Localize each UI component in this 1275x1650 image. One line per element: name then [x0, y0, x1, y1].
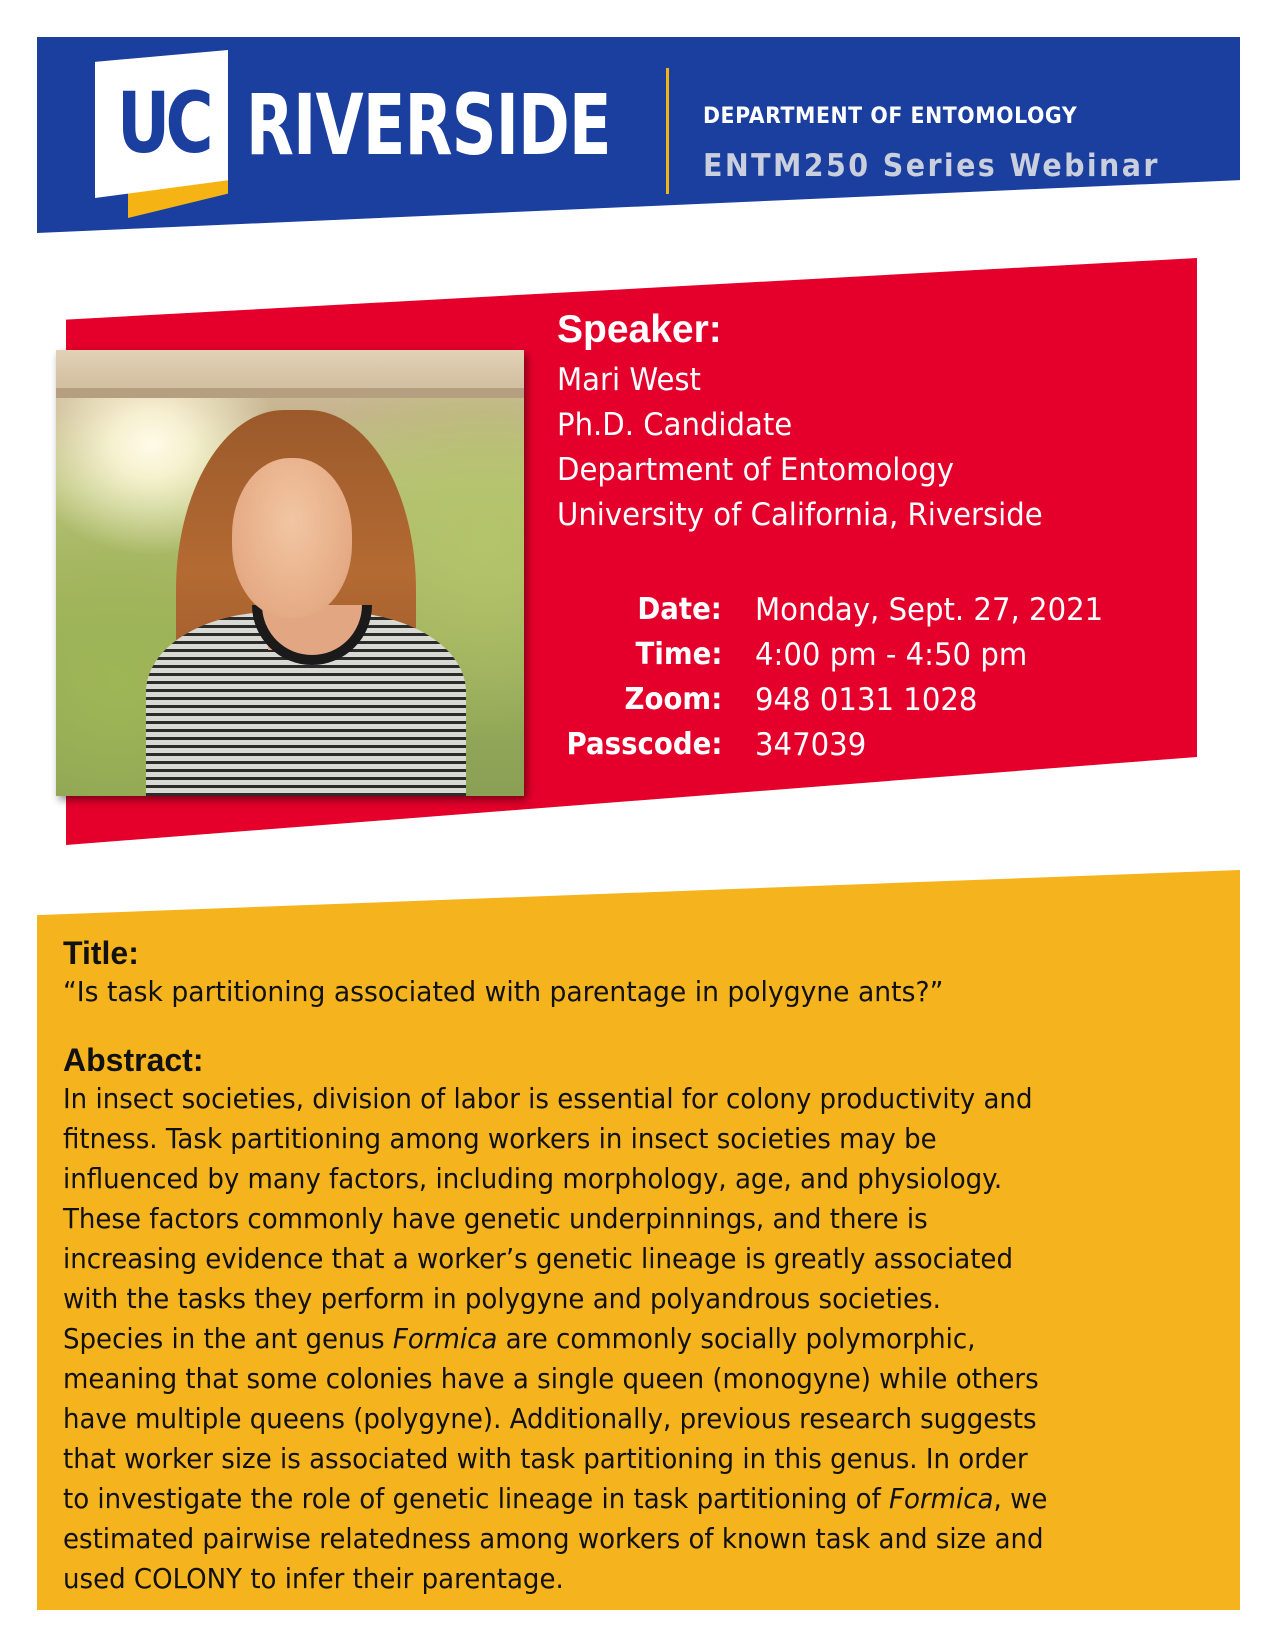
abstract-line: These factors commonly have genetic underpinnings, and there is: [63, 1202, 928, 1235]
abstract-line: [63, 1319, 1179, 1359]
talk-title: “Is task partitioning associated with parentage in polygyne ants?”: [63, 975, 944, 1008]
time-value: 4:00 pm - 4:50 pm: [755, 637, 1028, 673]
logo-riverside-text: RIVERSIDE: [246, 76, 611, 174]
abstract-line: estimated pairwise relatedness among workers of known task and size and: [63, 1522, 1044, 1555]
abstract-text: , we: [993, 1482, 1048, 1515]
series-title: ENTM250 Series Webinar: [703, 148, 1160, 184]
abstract-line: fitness. Task partitioning among workers in insect societies may be: [63, 1122, 937, 1155]
date-row: [540, 592, 1180, 636]
abstract-text: are commonly socially polymorphic,: [497, 1322, 976, 1355]
genus-name: Formica: [392, 1322, 498, 1355]
genus-name: Formica: [889, 1482, 994, 1515]
speaker-department: Department of Entomology: [557, 452, 954, 488]
speaker-portrait-icon: [56, 350, 524, 796]
abstract-line: have multiple queens (polygyne). Additionally, previous research suggests: [63, 1402, 1037, 1435]
speaker-label: Speaker:: [557, 308, 722, 351]
passcode-label: Passcode:: [566, 727, 722, 762]
title-label: Title:: [63, 935, 139, 971]
passcode-row: [540, 727, 1180, 771]
zoom-value: 948 0131 1028: [755, 682, 978, 718]
time-label: Time:: [635, 637, 722, 672]
date-value: Monday, Sept. 27, 2021: [755, 592, 1104, 628]
speaker-name: Mari West: [557, 362, 701, 398]
abstract-line: increasing evidence that a worker’s genetic lineage is greatly associated: [63, 1242, 1013, 1275]
photo-pergola-shadow: [56, 388, 524, 398]
speaker-position: Ph.D. Candidate: [557, 407, 793, 443]
zoom-label: Zoom:: [624, 682, 722, 717]
abstract-text: to investigate the role of genetic lineage in task partitioning of: [63, 1482, 890, 1515]
date-label: Date:: [637, 592, 722, 627]
abstract-line: with the tasks they perform in polygyne and polyandrous societies.: [63, 1282, 941, 1315]
abstract-text: Species in the ant genus: [63, 1322, 393, 1355]
header-divider: [666, 68, 669, 194]
abstract-line: that worker size is associated with task partitioning in this genus. In order: [63, 1442, 1028, 1475]
abstract-line: In insect societies, division of labor is essential for colony productivity and: [63, 1082, 1033, 1115]
passcode-value: 347039: [755, 727, 867, 763]
time-row: [540, 637, 1180, 681]
abstract-line: influenced by many factors, including morphology, age, and physiology.: [63, 1162, 1003, 1195]
department-name: DEPARTMENT OF ENTOMOLOGY: [703, 104, 1078, 129]
logo-uc-text: UC: [117, 74, 209, 172]
speaker-institution: University of California, Riverside: [557, 497, 1043, 533]
zoom-row: [540, 682, 1180, 726]
abstract-line: [63, 1479, 1179, 1519]
abstract-label: Abstract:: [63, 1042, 204, 1078]
abstract-line: meaning that some colonies have a single queen (monogyne) while others: [63, 1362, 1039, 1395]
photo-face: [232, 458, 352, 618]
abstract-line: used COLONY to infer their parentage.: [63, 1562, 564, 1595]
